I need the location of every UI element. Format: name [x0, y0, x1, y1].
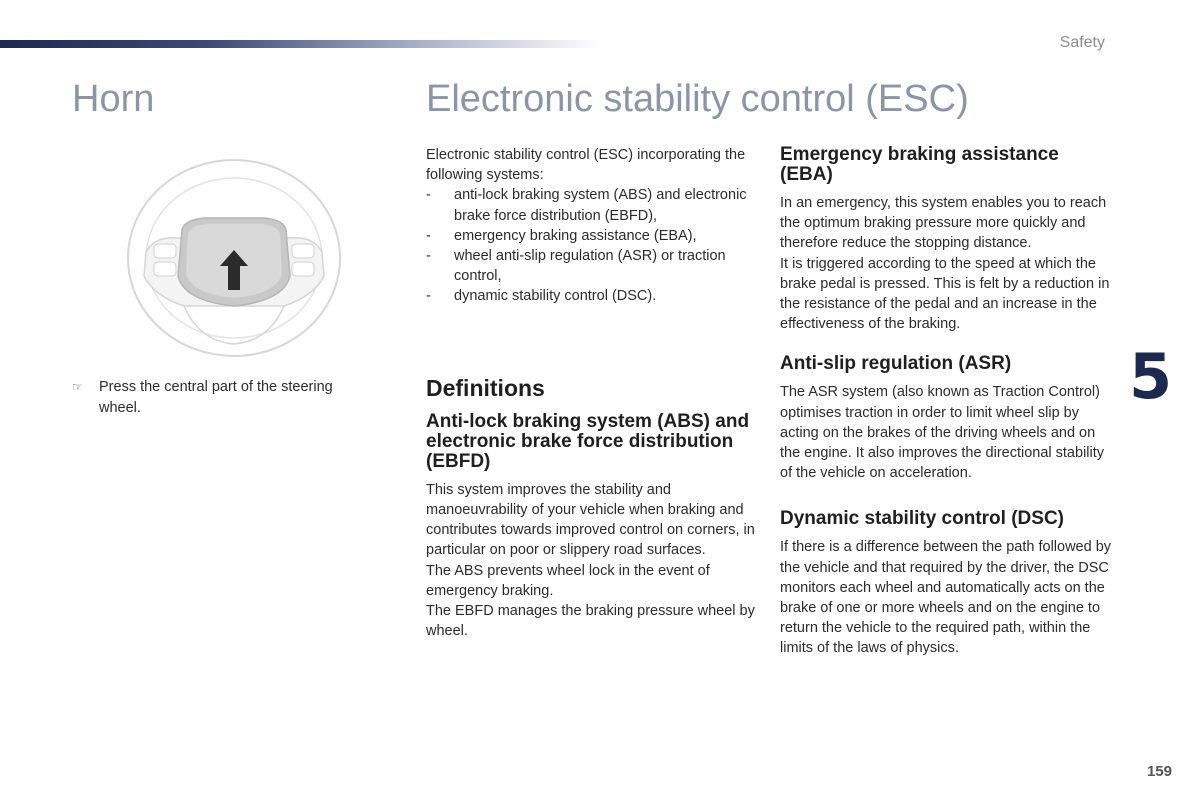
dsc-heading: Dynamic stability control (DSC)	[780, 508, 1064, 530]
eba-paragraph: In an emergency, this system enables you to reach the optimum braking pressure more quickly and therefore reduce the stopping distance.	[780, 195, 1107, 252]
eba-heading: Emergency braking assistance (EBA)	[780, 144, 1059, 185]
chapter-number: 5	[1129, 340, 1173, 413]
esc-column	[426, 145, 756, 641]
pointing-hand-icon: ☞	[72, 380, 83, 394]
horn-title: Horn	[72, 78, 155, 120]
header-gradient-bar	[0, 40, 600, 48]
definitions-heading: Definitions	[426, 374, 545, 401]
list-item: - emergency braking assistance (EBA),	[426, 227, 697, 244]
esc-systems-list	[426, 185, 756, 306]
ebfd-paragraph: The EBFD manages the braking pressure wheel by wheel.	[426, 603, 755, 640]
steering-wheel-illustration	[124, 156, 344, 361]
dsc-paragraph: If there is a difference between the path followed by the vehicle and that required by the driver, the DSC monitors each wheel and automatically acts on the brake of one or more wheels and on the engine to return the vehicle to the required path, within the limits of the laws of physics.	[780, 539, 1112, 657]
esc-intro: Electronic stability control (ESC) incorporating the following systems:	[426, 147, 746, 184]
abs-paragraph: The ABS prevents wheel lock in the event of emergency braking.	[426, 562, 710, 599]
page-number: 159	[1146, 763, 1172, 780]
esc-title: Electronic stability control (ESC)	[426, 78, 969, 120]
abs-paragraph: This system improves the stability and manoeuvrability of your vehicle when braking and contributes towards improved control on corners, in particular on poor or slippery road surfaces.	[426, 481, 755, 559]
horn-instruction-text: Press the central part of the steering wheel.	[99, 379, 333, 416]
list-item: - wheel anti-slip regulation (ASR) or traction control,	[426, 248, 726, 285]
eba-paragraph: It is triggered according to the speed at which the brake pedal is pressed. This is felt by a reduction in the resistance of the pedal and an increase in the effectiveness of the braking.	[780, 255, 1110, 333]
list-item: - dynamic stability control (DSC).	[426, 288, 657, 305]
horn-instruction	[72, 377, 372, 418]
list-item: - anti-lock braking system (ABS) and electronic brake force distribution (EBFD),	[426, 187, 747, 224]
section-label: Safety	[1059, 34, 1105, 51]
abs-heading: Anti-lock braking system (ABS) and electronic brake force distribution (EBFD)	[426, 410, 750, 472]
asr-paragraph: The ASR system (also known as Traction Control) optimises traction in order to limit wheel slip by acting on the brakes of the driving wheels and on the engine. It also improves the directional stability of the vehicle on acceleration.	[780, 384, 1105, 482]
systems-column	[780, 145, 1112, 659]
asr-heading: Anti-slip regulation (ASR)	[780, 353, 1012, 375]
